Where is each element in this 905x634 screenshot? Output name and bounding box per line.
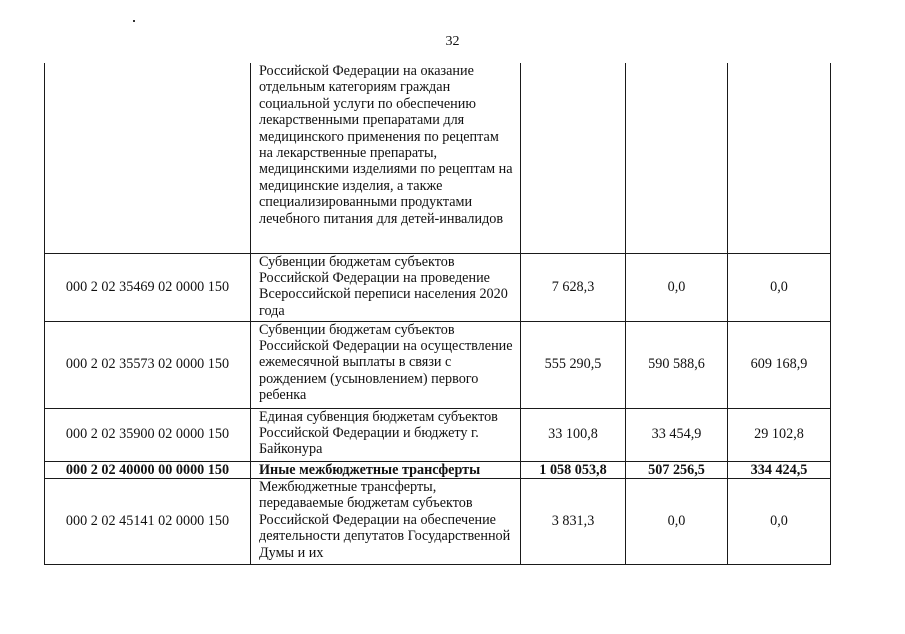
table-row [45, 321, 831, 408]
revenue-code [45, 63, 251, 253]
amount-year-2: 0,0 [626, 478, 728, 564]
table-row-total [45, 461, 831, 478]
revenue-description: Межбюджетные трансферты, передаваемые бюджетам субъектов Российской Федерации на обеспечение деятельности депутатов Государственной Думы и их [251, 478, 521, 564]
amount-year-1: 1 058 053,8 [521, 461, 626, 478]
amount-year-1 [521, 63, 626, 253]
amount-year-2 [626, 63, 728, 253]
table-row [45, 408, 831, 461]
scan-speck [133, 20, 135, 22]
amount-year-2: 33 454,9 [626, 408, 728, 461]
amount-year-3: 0,0 [728, 478, 831, 564]
amount-year-1: 33 100,8 [521, 408, 626, 461]
budget-revenue-table [44, 63, 831, 565]
revenue-description: Единая субвенция бюджетам субъектов Российской Федерации и бюджету г. Байконура [251, 408, 521, 461]
table-row [45, 63, 831, 253]
amount-year-1: 555 290,5 [521, 321, 626, 408]
revenue-description: Российской Федерации на оказание отдельным категориям граждан социальной услуги по обеспечению лекарственными препаратами для медицинского применения по рецептам на лекарственные препараты, медицинскими изделиями по рецептам на медицинские изделия, а также специализированными продуктами лечебного питания для детей-инвалидов [251, 63, 521, 253]
revenue-description: Субвенции бюджетам субъектов Российской Федерации на проведение Всероссийской переписи населения 2020 года [251, 253, 521, 321]
revenue-description: Иные межбюджетные трансферты [251, 461, 521, 478]
revenue-description: Субвенции бюджетам субъектов Российской Федерации на осуществление ежемесячной выплаты в связи с рождением (усыновлением) первого ребенка [251, 321, 521, 408]
table-row [45, 478, 831, 564]
table-row [45, 253, 831, 321]
page-number: 32 [445, 34, 460, 49]
amount-year-1: 3 831,3 [521, 478, 626, 564]
amount-year-3: 609 168,9 [728, 321, 831, 408]
amount-year-3: 29 102,8 [728, 408, 831, 461]
amount-year-2: 507 256,5 [626, 461, 728, 478]
amount-year-3: 334 424,5 [728, 461, 831, 478]
amount-year-2: 590 588,6 [626, 321, 728, 408]
revenue-code: 000 2 02 35573 02 0000 150 [45, 321, 251, 408]
revenue-code: 000 2 02 35469 02 0000 150 [45, 253, 251, 321]
revenue-code: 000 2 02 45141 02 0000 150 [45, 478, 251, 564]
amount-year-2: 0,0 [626, 253, 728, 321]
amount-year-1: 7 628,3 [521, 253, 626, 321]
amount-year-3 [728, 63, 831, 253]
revenue-code: 000 2 02 35900 02 0000 150 [45, 408, 251, 461]
revenue-code: 000 2 02 40000 00 0000 150 [45, 461, 251, 478]
amount-year-3: 0,0 [728, 253, 831, 321]
